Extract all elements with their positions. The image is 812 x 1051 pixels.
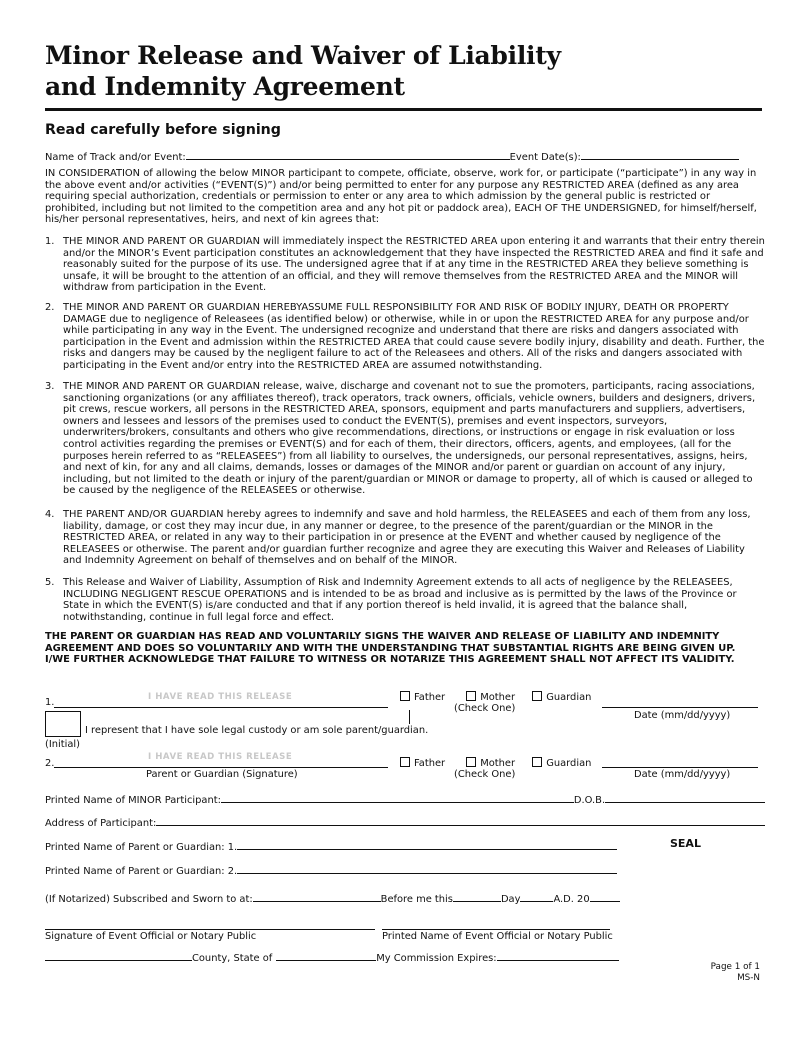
guardian-option[interactable]	[532, 692, 591, 703]
sig1-date-label: Date (mm/dd/yyyy)	[634, 710, 731, 721]
mother-checkbox[interactable]	[466, 757, 476, 767]
clause-text: THE MINOR AND PARENT OR GUARDIAN release, waive, discharge and covenant not to sue the promoters, participants, racing associations, sanctioning organizations (or any affiliates thereof), track operators, track owners, officials, vehicle owners, builders and designers, drivers, pit crews, rescue workers, all persons in the RESTRICTED AREA, sponsors, equipment and parts manufacturers and suppliers, advertisers, owners and lessees and lessors of the premises used to conduct the EVENT(S), premises and event inspectors, surveyors, underwriters/brokers, consultants and others who give recommendations, directions, or instructions or engage in risk evaluation or loss control activities regarding the premises or EVENT(S) and for each of them, their directors, officers, agents, and employees, (all for the purposes herein referred to as “RELEASEES”) from all liability to ourselves, the undersigneds, our personal representatives, assigns, heirs, and next of kin, for any and all claims, demands, losses or damages of the MINOR and/or parent or guardian on account of any injury, including, but not limited to the death or injury of the parent/guardian or MINOR or damage to property, all of which is caused or alleged to be caused by the negligence of the RELEASEES or otherwise.	[63, 381, 756, 497]
county-row	[45, 950, 619, 965]
mother-label: Mother	[480, 692, 516, 703]
day-field[interactable]	[453, 891, 501, 902]
event-date-label: Event Date(s):	[509, 152, 581, 163]
check-one-label: (Check One)	[454, 703, 516, 714]
track-label: Name of Track and/or Event:	[45, 152, 186, 163]
address-field[interactable]	[156, 815, 765, 826]
notarized-label: (If Notarized) Subscribed and Sworn to at:	[45, 894, 253, 905]
clause-text: THE MINOR AND PARENT OR GUARDIAN HEREBYASSUME FULL RESPONSIBILITY FOR AND RISK OF BODILY INJURY, DEATH OR PROPERTY DAMAGE due to negligence of Releasees (as identified below) or otherwise, while in or upon the RESTRICTED AREA for any purpose and/or while participating in any way in the Event. The undersigned recognize and understand that there are risks and dangers associated with participation in the Event and admission within the RESTRICTED AREA that could cause severe bodily injury, disability and death. Further, the risks and dangers may be caused by the negligent failure to act of the Releasees and others. All of the risks and dangers associated with participating in the Event and/or entry into the RESTRICTED AREA are assumed notwithstanding.	[63, 302, 765, 371]
title-line-1: Minor Release and Waiver of Liability	[45, 41, 561, 70]
sig2-date-label: Date (mm/dd/yyyy)	[634, 769, 731, 780]
track-event-row	[45, 149, 739, 164]
father-checkbox[interactable]	[400, 757, 410, 767]
father-option[interactable]	[400, 692, 445, 703]
commission-field[interactable]	[497, 950, 619, 961]
guardian-label: Guardian	[546, 758, 592, 769]
guardian-checkbox[interactable]	[532, 757, 542, 767]
custody-statement: I represent that I have sole legal custody or am sole parent/guardian.	[85, 725, 429, 736]
clause-text: THE PARENT AND/OR GUARDIAN hereby agrees to indemnify and save and hold harmless, the RELEASEES and each of them from any loss, liability, damage, or cost they may incur due, in any manner or degree, to the presence of the parent/guardian or the MINOR in the RESTRICTED AREA, or related in any way to their participation in or presence at the EVENT and whether caused by negligence of the RELEASEES or otherwise. The parent and/or guardian further recognize and agree they are executing this Waiver and Releases of Liability and Indemnity Agreement on behalf of themselves and on behalf of the MINOR.	[63, 509, 751, 567]
dob-label: D.O.B.	[573, 795, 606, 806]
official-name-line[interactable]	[382, 929, 610, 930]
commission-label: My Commission Expires:	[376, 953, 497, 964]
mother-option[interactable]	[466, 758, 515, 769]
mother-label: Mother	[480, 758, 516, 769]
mother-checkbox[interactable]	[466, 691, 476, 701]
county-state-label: County, State of	[192, 953, 273, 964]
page-number: Page 1 of 1	[710, 962, 760, 972]
initial-label: (Initial)	[45, 739, 81, 750]
clause-number: 1.	[45, 236, 55, 247]
notarized-location-field[interactable]	[253, 891, 381, 902]
guardian-label: Guardian	[546, 692, 592, 703]
clause-number: 4.	[45, 509, 55, 520]
father-option[interactable]	[400, 758, 445, 769]
initial-box[interactable]	[45, 711, 81, 737]
clause-text: This Release and Waiver of Liability, Assumption of Risk and Indemnity Agreement extends to all acts of negligence by the RELEASEES, INCLUDING NEGLIGENT RESCUE OPERATIONS and is intended to be as broad and inclusive as is permitted by the laws of the Province or State in which the EVENT(S) is/are conducted and that if any portion thereof is held invalid, it is agreed that the balance shall, notwithstanding, continue in full legal force and effect.	[63, 577, 737, 623]
state-field[interactable]	[276, 950, 376, 961]
ad-label: A.D. 20	[553, 894, 590, 905]
page-footer	[711, 962, 760, 984]
parent2-field[interactable]	[237, 863, 617, 874]
parent-signature-label: Parent or Guardian (Signature)	[146, 769, 298, 780]
title-rule	[45, 108, 762, 111]
sig1-line[interactable]	[54, 707, 388, 708]
father-label: Father	[414, 758, 446, 769]
intro-paragraph: IN CONSIDERATION of allowing the below MINOR participant to compete, officiate, observe, work for, or participate (“participate”) in any way in the above event and/or activities (“EVENT(S)”) and/or being permitted to enter for any purpose any RESTRICTED AREA (defined as any area requiring special authorization, credentials or permission to enter or any area to which admission by the general public is restricted or prohibited, including but not limited to the competition area and any hot pit or paddock area), EACH OF THE UNDERSIGNED, for himself/herself, his/her personal representatives, heirs, and next of kin agrees that:	[45, 168, 757, 226]
day-label: Day	[500, 894, 521, 905]
notarized-row	[45, 891, 620, 906]
form-code: MS-N	[737, 973, 760, 983]
sig1-watermark: I HAVE READ THIS RELEASE	[148, 692, 293, 702]
county-field[interactable]	[45, 950, 192, 961]
parent2-row	[45, 863, 617, 878]
month-field[interactable]	[520, 891, 553, 902]
sig2-watermark: I HAVE READ THIS RELEASE	[148, 752, 293, 762]
before-me-label: Before me this	[380, 894, 453, 905]
father-label: Father	[414, 692, 446, 703]
parent1-field[interactable]	[237, 839, 617, 850]
dob-field[interactable]	[605, 792, 765, 803]
official-name-label: Printed Name of Event Official or Notary Public	[382, 931, 613, 942]
sig1-number: 1.	[45, 697, 55, 708]
clause-number: 5.	[45, 577, 55, 588]
document-title	[45, 40, 765, 102]
parent1-row	[45, 839, 617, 854]
sig2-role-checkboxes	[400, 757, 591, 770]
clause-text: THE MINOR AND PARENT OR GUARDIAN will immediately inspect the RESTRICTED AREA upon entering it and warrants that their entry therein and/or the MINOR’s Event participation constitutes an acknowledgement that they have inspected the RESTRICTED AREA and find it safe and reasonably suited for the purpose of its use. The undersigned agree that if at any time in the RESTRICTED AREA they believe something is unsafe, it will be brought to the attention of an official, and they will remove themselves from the RESTRICTED AREA and the MINOR will withdraw from participation in the Event.	[63, 236, 765, 294]
clause-number: 2.	[45, 302, 55, 313]
minor-name-label: Printed Name of MINOR Participant:	[45, 795, 221, 806]
minor-name-field[interactable]	[221, 792, 574, 803]
address-row	[45, 815, 765, 830]
father-checkbox[interactable]	[400, 691, 410, 701]
official-signature-line[interactable]	[45, 929, 375, 930]
subtitle: Read carefully before signing	[45, 122, 281, 138]
check-one-label: (Check One)	[454, 769, 516, 780]
sig2-line[interactable]	[54, 767, 388, 768]
event-date-field[interactable]	[581, 149, 739, 160]
parent2-label: Printed Name of Parent or Guardian: 2.	[45, 866, 238, 877]
address-label: Address of Participant:	[45, 818, 157, 829]
acknowledgement-notice: THE PARENT OR GUARDIAN HAS READ AND VOLUNTARILY SIGNS THE WAIVER AND RELEASE OF LIABILITY AND INDEMNITY AGREEMENT AND DOES SO VOLUNTARILY AND WITH THE UNDERSTANDING THAT SUBSTANTIAL RIGHTS ARE BEING GIVEN UP. I/WE FURTHER ACKNOWLEDGE THAT FAILURE TO WITNESS OR NOTARIZE THIS AGREEMENT SHALL NOT AFFECT ITS VALIDITY.	[45, 631, 736, 665]
title-line-2: and Indemnity Agreement	[45, 72, 405, 101]
track-name-field[interactable]	[186, 149, 510, 160]
clause-number: 3.	[45, 381, 55, 392]
minor-name-row	[45, 792, 765, 807]
mother-option[interactable]	[466, 692, 515, 703]
sig2-number: 2.	[45, 758, 55, 769]
sig2-date-line[interactable]	[602, 767, 758, 768]
official-signature-label: Signature of Event Official or Notary Public	[45, 931, 257, 942]
sig1-date-line[interactable]	[602, 707, 758, 708]
sig1-role-checkboxes	[400, 691, 591, 704]
seal-label: SEAL	[670, 837, 701, 850]
custody-divider	[409, 710, 410, 724]
parent1-label: Printed Name of Parent or Guardian: 1.	[45, 842, 238, 853]
year-field[interactable]	[590, 891, 620, 902]
guardian-option[interactable]	[532, 758, 591, 769]
guardian-checkbox[interactable]	[532, 691, 542, 701]
